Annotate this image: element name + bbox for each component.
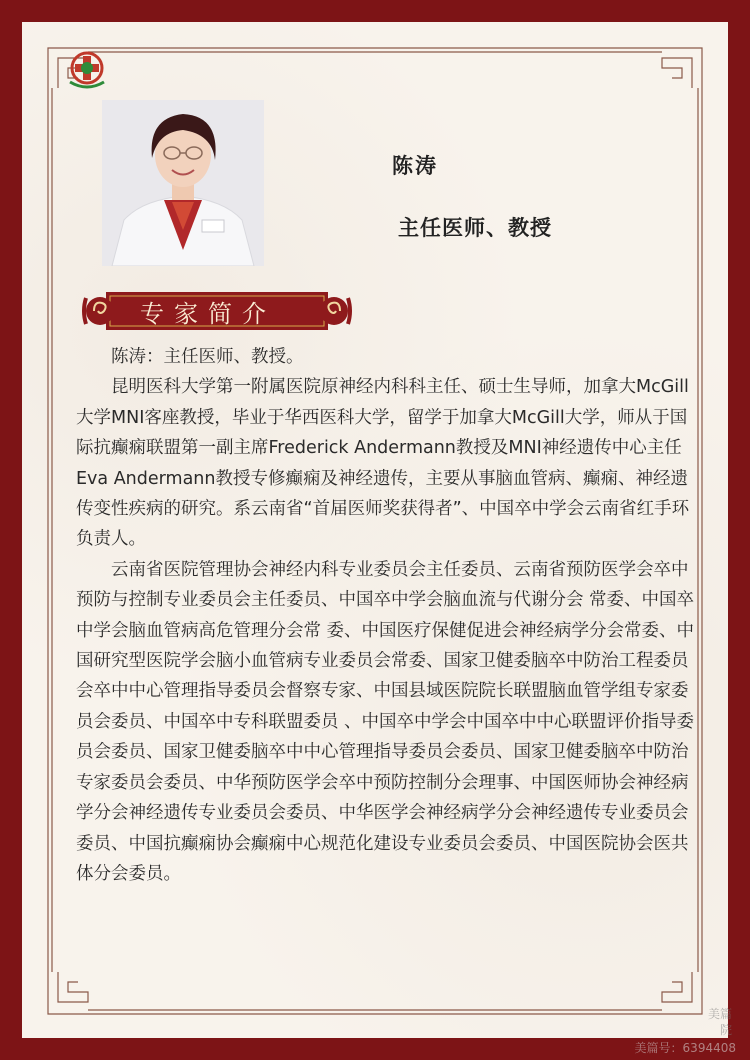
bio-paragraph: 陈涛：主任医师、教授。 bbox=[111, 347, 304, 367]
watermark-line: 院 bbox=[719, 1023, 732, 1037]
biography-text bbox=[76, 342, 696, 889]
doctor-portrait bbox=[102, 100, 264, 266]
watermark-id: 美篇号：6394408 bbox=[634, 1041, 736, 1055]
portrait-illustration bbox=[102, 100, 264, 266]
bio-paragraph: 昆明医科大学第一附属医院原神经内科科主任、硕士生导师，加拿大McGill大学MNI客座教授，毕业于华西医科大学，留学于加拿大McGill大学，师从于国际抗癫痫联盟第一副主席Frederick Andermann教授及MNI神经遗传中心主任 Eva Andermann教授专修癫痫及神经遗传，主要从事脑血管病、癫痫、神经遗传变性疾病的研究。系云南省“首届医师奖获得者”、中国卒中学会云南省红手环负责人。 bbox=[76, 377, 690, 550]
doctor-name: 陈涛 bbox=[392, 154, 438, 178]
hospital-logo-icon bbox=[62, 48, 112, 92]
bio-paragraph: 云南省医院管理协会神经内科专业委员会主任委员、云南省预防医学会卒中预防与控制专业委员会主任委员、中国卒中学会脑血流与代谢分会 常委、中国卒中学会脑血管病高危管理分会常 委、中国医疗保健促进会神经病学分会常委、中国研究型医院学会脑小血管病专业委员会常委、国家卫健委脑卒中防治工程委员会卒中中心管理指导委员会督察专家、中国县域医院院长联盟脑血管学组专家委员会委员、中国卒中专科联盟委员 、中国卒中学会中国卒中中心联盟评价指导委员会委员、国家卫健委脑卒中中心管理指导委员会委员、国家卫健委脑卒中防治专家委员会委员、中华预防医学会卒中预防控制分会理事、中国医师协会神经病学分会神经遗传专业委员会委员、中华医学会神经病学分会神经遗传专业委员会委员、中国抗癫痫协会癫痫中心规范化建设专业委员会委员、中国医院协会医共体分会委员。 bbox=[76, 559, 695, 884]
doctor-title: 主任医师、教授 bbox=[398, 216, 552, 240]
watermark bbox=[708, 1006, 732, 1038]
section-heading: 专家简介 bbox=[140, 300, 276, 328]
watermark-line: 美篇 bbox=[707, 1007, 732, 1021]
